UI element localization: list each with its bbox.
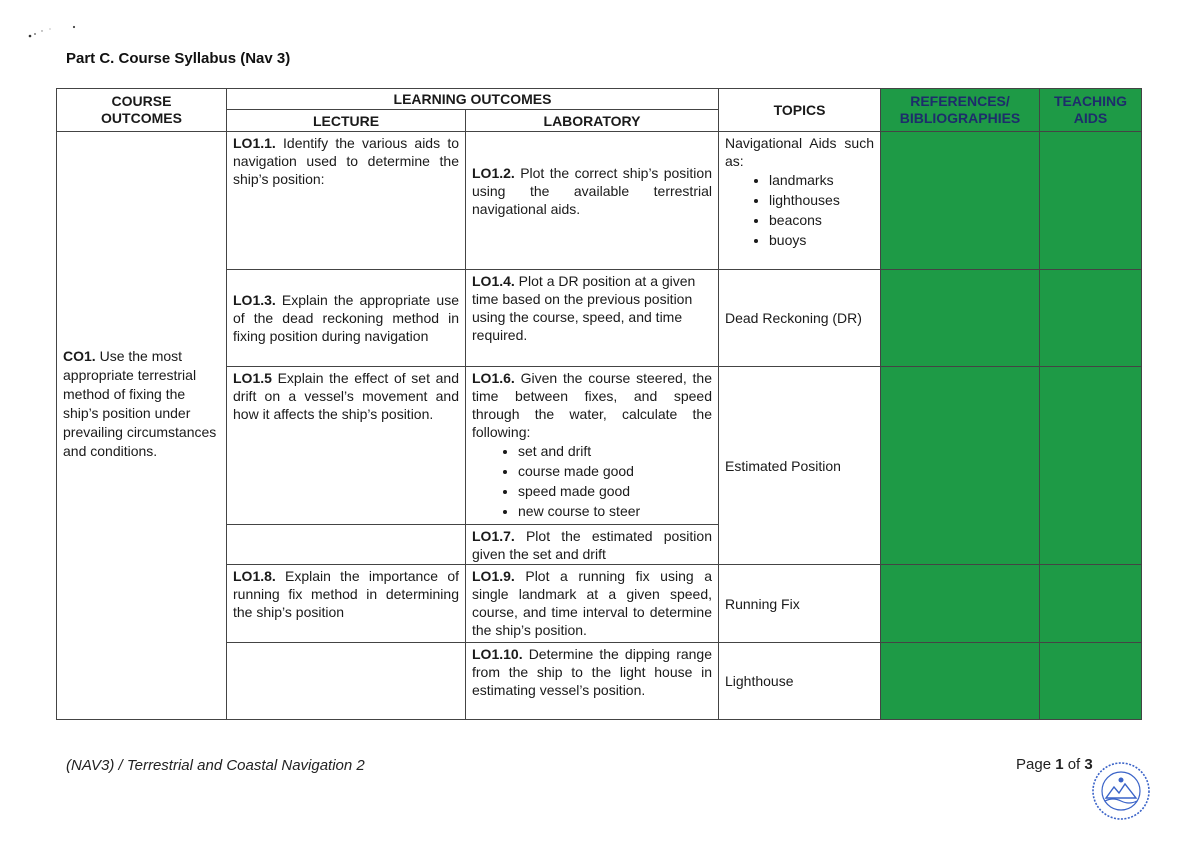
set-drift-list	[472, 441, 712, 521]
topic-dead-reckoning-text: Dead Reckoning (DR)	[725, 310, 862, 326]
topic-running-fix-text: Running Fix	[725, 595, 800, 612]
page-title: Part C. Course Syllabus (Nav 3)	[66, 50, 291, 67]
header-references-line1: REFERENCES/	[910, 93, 1010, 109]
lo1-4-code: LO1.4.	[472, 273, 515, 289]
lab-lo1-7	[465, 524, 719, 565]
references-cell	[880, 131, 1040, 270]
header-lecture: LECTURE	[226, 109, 466, 132]
topic-lighthouse	[718, 642, 881, 720]
lo1-2-text: Plot the correct ship’s position using the available terrestrial navigational aids.	[472, 165, 712, 217]
header-learning-outcomes: LEARNING OUTCOMES	[226, 88, 719, 110]
list-item: • speed made good	[518, 481, 712, 501]
header-references	[880, 88, 1040, 132]
lecture-lo1-8	[226, 564, 466, 643]
page-of: of	[1063, 756, 1085, 773]
co1-code: CO1.	[63, 348, 96, 364]
page-current: 1	[1055, 756, 1064, 773]
topic-running-fix	[718, 564, 881, 643]
topic-estimated-position	[718, 366, 881, 565]
lecture-empty-2	[226, 642, 466, 720]
navigational-aids-list	[725, 170, 874, 250]
lab-lo1-9	[465, 564, 719, 643]
lo1-10-code: LO1.10.	[472, 646, 523, 662]
references-cell	[880, 564, 1040, 643]
lo1-3-text: Explain the appropriate use of the dead reckoning method in fixing position during navigation	[233, 292, 459, 344]
lo1-5-text: Explain the effect of set and drift on a vessel’s movement and how it affects the ship’s position.	[233, 370, 459, 422]
footer-course-name: (NAV3) / Terrestrial and Coastal Navigation 2	[66, 757, 365, 774]
header-course-outcomes	[56, 88, 227, 132]
teaching-aids-cell	[1039, 642, 1142, 720]
topic-navigational-aids	[718, 131, 881, 270]
header-course-outcomes-line1: COURSE	[111, 93, 172, 109]
lab-lo1-6	[465, 366, 719, 525]
lo1-1-code: LO1.1.	[233, 135, 276, 151]
lo1-2-code: LO1.2.	[472, 165, 515, 181]
header-teaching-aids-line1: TEACHING	[1053, 93, 1128, 109]
header-course-outcomes-line2: OUTCOMES	[101, 110, 182, 126]
lo1-8-text: Explain the importance of running fix method in determining the ship’s position	[233, 568, 459, 620]
list-item: • buoys	[769, 230, 874, 250]
lo1-9-text: Plot a running fix using a single landmark at a given speed, course, and time interval to determine the ship’s position.	[472, 568, 712, 638]
lo1-10-text: Determine the dipping range from the ship to the light house in estimating vessel’s position.	[472, 646, 712, 698]
lab-lo1-10	[465, 642, 719, 720]
co1-text: Use the most appropriate terrestrial method of fixing the ship’s position under prevailing circumstances and conditions.	[63, 348, 217, 459]
scan-specks	[26, 22, 86, 42]
list-item: • course made good	[518, 461, 712, 481]
header-topics: TOPICS	[718, 88, 881, 132]
teaching-aids-cell	[1039, 269, 1142, 367]
lo1-1-text: Identify the various aids to navigation used to determine the ship’s position:	[233, 135, 459, 187]
lecture-lo1-1	[226, 131, 466, 270]
lo1-3-code: LO1.3.	[233, 292, 276, 308]
teaching-aids-cell	[1039, 564, 1142, 643]
lab-lo1-4	[465, 269, 719, 367]
lo1-4-text: Plot a DR position at a given time based on the previous position using the course, speed, and time required.	[472, 273, 696, 343]
header-teaching-aids-line2: AIDS	[1073, 110, 1108, 126]
page-prefix: Page	[1016, 756, 1056, 773]
lecture-lo1-3	[226, 269, 466, 367]
references-cell	[880, 642, 1040, 720]
header-teaching-aids	[1039, 88, 1142, 132]
list-item: • beacons	[769, 210, 874, 230]
list-item: • lighthouses	[769, 190, 874, 210]
institution-seal-icon	[1090, 760, 1152, 822]
list-item: • new course to steer	[518, 501, 712, 521]
topic-navigational-aids-text: Navigational Aids such as:	[725, 135, 874, 169]
lecture-empty-1	[226, 524, 466, 565]
list-item: • set and drift	[518, 441, 712, 461]
lo1-8-code: LO1.8.	[233, 568, 276, 584]
teaching-aids-cell	[1039, 131, 1142, 270]
lo1-5-code: LO1.5	[233, 370, 272, 386]
references-cell	[880, 366, 1040, 565]
topic-estimated-position-text: Estimated Position	[725, 457, 841, 474]
teaching-aids-cell	[1039, 366, 1142, 565]
page-total: 3	[1084, 756, 1093, 773]
lo1-6-text: Given the course steered, the time between fixes, and speed through the water, calculate the following:	[472, 370, 712, 440]
topic-dead-reckoning	[718, 269, 881, 367]
lo1-7-text: Plot the estimated position given the set and drift	[472, 528, 712, 562]
page-number	[1016, 756, 1093, 773]
topic-lighthouse-text: Lighthouse	[725, 673, 794, 689]
lo1-7-code: LO1.7.	[472, 528, 515, 544]
header-references-line2: BIBLIOGRAPHIES	[899, 110, 1021, 126]
header-laboratory: LABORATORY	[465, 109, 719, 132]
lo1-9-code: LO1.9.	[472, 568, 515, 584]
lab-lo1-2	[465, 131, 719, 270]
course-outcome-co1	[56, 131, 227, 720]
list-item: • landmarks	[769, 170, 874, 190]
syllabus-table	[56, 88, 1142, 720]
lo1-6-code: LO1.6.	[472, 370, 515, 386]
lecture-lo1-5	[226, 366, 466, 525]
references-cell	[880, 269, 1040, 367]
